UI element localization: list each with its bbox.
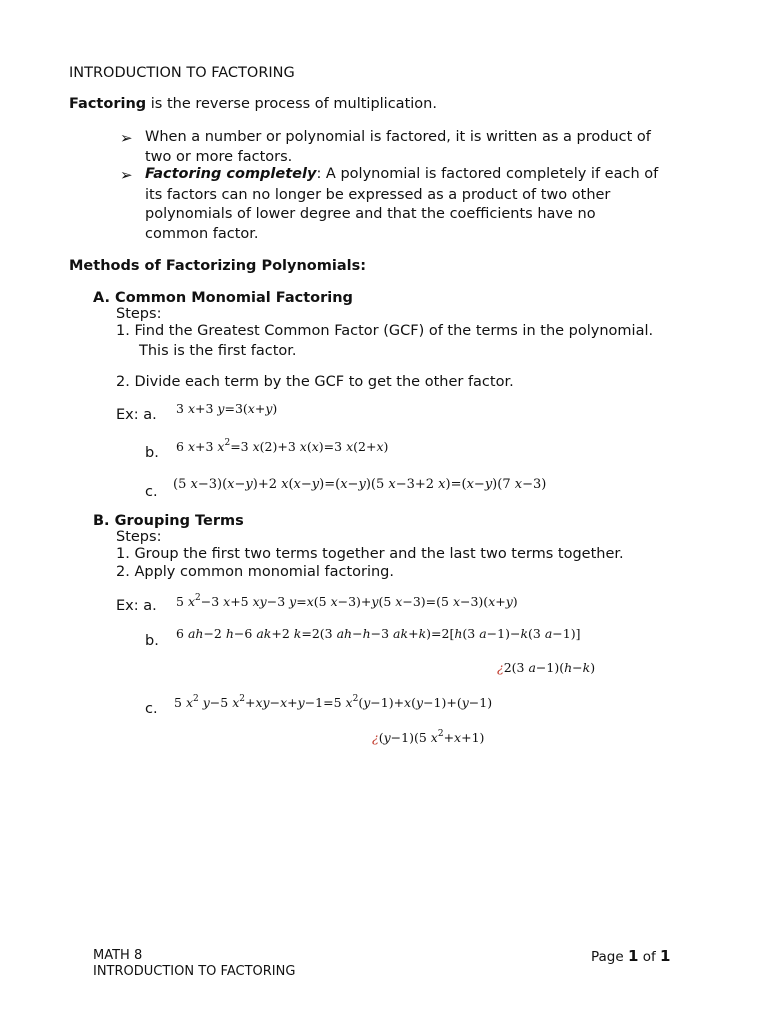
equation-a3: (5 x−3)(x−y)+2 x(x−y)=(x−y)(5 x−3+2 x)=(x−y)(7 x−3) xyxy=(173,477,547,492)
equation-a2: 6 x+3 $x^2=3$ x(2)+3 x(x)=3 x(2+x) xyxy=(176,438,389,454)
section-b-example-c-label: c. xyxy=(145,701,158,717)
section-b-example-b-label: b. xyxy=(145,633,159,649)
bullet2-line1 xyxy=(145,166,658,182)
section-b-step1: 1. Group the first two terms together and the last two terms together. xyxy=(116,546,624,562)
arrowhead-bullet-icon: ➢ xyxy=(120,166,133,184)
section-a-example-c-label: c. xyxy=(145,484,158,500)
definition-term: Factoring xyxy=(69,96,147,112)
equation-b2-result: ¿2(3 a−1)(h−k) xyxy=(497,660,596,675)
section-a-step2: 2. Divide each term by the GCF to get the other factor. xyxy=(116,374,514,390)
section-b-steps-label: Steps: xyxy=(116,529,162,545)
section-a-example-a-label: Ex: a. xyxy=(116,407,157,423)
bullet2-line3: polynomials of lower degree and that the coefficients have no xyxy=(145,206,596,222)
section-b-example-a-label: Ex: a. xyxy=(116,598,157,614)
page-current: 1 xyxy=(627,947,639,965)
page-total: 1 xyxy=(660,947,671,965)
section-a-step1-line2: This is the first factor. xyxy=(139,343,297,359)
section-a-example-b-label: b. xyxy=(145,445,159,461)
equation-b2: 6 ah−2 h−6 ak+2 k=2(3 ah−h−3 ak+k)=2[h(3 a−1)−k(3 a−1)] xyxy=(176,626,581,641)
bullet1-line2: two or more factors. xyxy=(145,149,293,165)
definition-line xyxy=(69,96,437,112)
definition-text: is the reverse process of multiplication. xyxy=(146,96,437,112)
section-b-step2: 2. Apply common monomial factoring. xyxy=(116,564,394,580)
footer-subtitle: INTRODUCTION TO FACTORING xyxy=(93,964,296,979)
bullet2-term: Factoring completely xyxy=(145,166,317,182)
equation-b1: 5 $x^2-3$ x+5 xy−3 y=x(5 x−3)+y(5 x−3)=(5 x−3)(x+y) xyxy=(176,593,518,609)
arrowhead-bullet-icon: ➢ xyxy=(120,129,133,147)
section-b-heading: B. Grouping Terms xyxy=(93,513,244,529)
section-a-steps-label: Steps: xyxy=(116,306,162,322)
bullet2-line2: its factors can no longer be expressed as a product of two other xyxy=(145,187,611,203)
page-of: of xyxy=(638,949,661,965)
document-title: INTRODUCTION TO FACTORING xyxy=(69,65,295,81)
section-a-step1-line1: 1. Find the Greatest Common Factor (GCF) of the terms in the polynomial. xyxy=(116,323,654,339)
methods-heading: Methods of Factorizing Polynomials: xyxy=(69,258,367,274)
equation-a1: 3 x+3 y=3(x+y) xyxy=(176,401,278,416)
footer-course: MATH 8 xyxy=(93,948,143,963)
bullet2-line4: common factor. xyxy=(145,226,259,242)
bullet1-line1: When a number or polynomial is factored, it is written as a product of xyxy=(145,129,651,145)
bullet2-line1-rest: : A polynomial is factored completely if each of xyxy=(316,166,659,182)
equation-b3: 5 $x^2$ y−5 $x^2+xy-x+y-1=5$ $x^2(y-1)+x(y-1)+(y-1)$ xyxy=(174,694,493,710)
page-number xyxy=(591,947,670,965)
page-prefix: Page xyxy=(591,949,628,965)
section-a-heading: A. Common Monomial Factoring xyxy=(93,290,353,306)
equation-b3-result: ¿(y−1)(5 $x^2+x+1$) xyxy=(372,729,485,745)
